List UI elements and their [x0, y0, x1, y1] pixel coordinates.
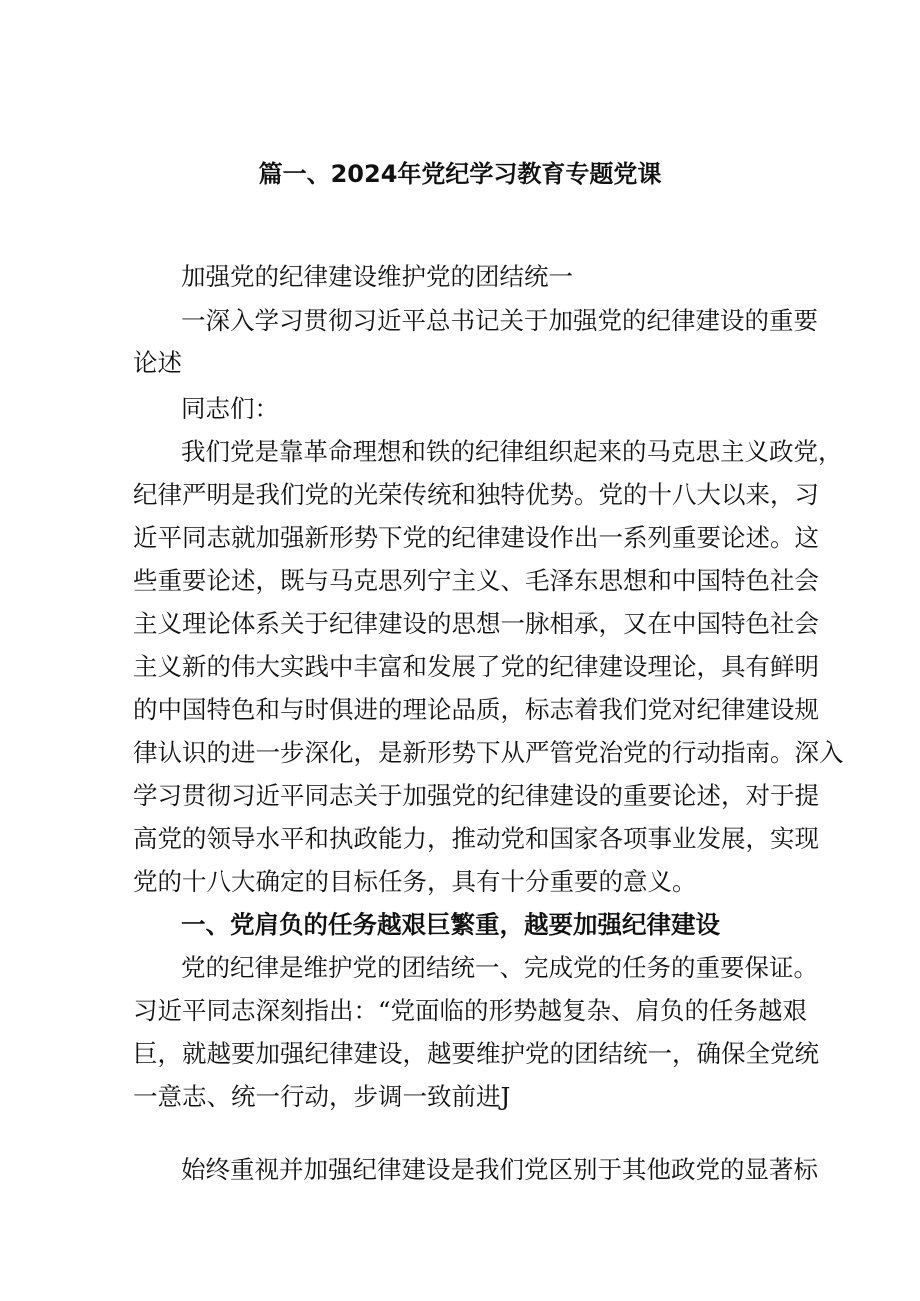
paragraph-line: 始终重视并加强纪律建设是我们党区别于其他政党的显著标 [181, 1155, 818, 1184]
paragraph-line: 我们党是靠革命理想和铁的纪律组织起来的马克思主义政党， [181, 437, 843, 466]
document-title: 篇一、2024年党纪学习教育专题党课 [258, 160, 662, 188]
paragraph-line: 纪律严明是我们党的光荣传统和独特优势。党的十八大以来，习 [133, 480, 819, 509]
section-heading: 一、党肩负的任务越艰巨繁重，越要加强纪律建设 [181, 910, 720, 939]
paragraph-line: 近平同志就加强新形势下党的纪律建设作出一系列重要论述。这 [133, 523, 819, 552]
paragraph-line: 巨，就越要加强纪律建设，越要维护党的团结统一，确保全党统 [133, 1039, 819, 1068]
subtitle-line: 论述 [133, 348, 182, 377]
paragraph-line: 一意志、统一行动，步调一致前进J [133, 1082, 511, 1111]
paragraph-line: 习近平同志深刻指出：“党面临的形势越复杂、肩负的任务越艰 [133, 996, 808, 1025]
salutation: 同志们： [181, 394, 279, 423]
paragraph-line: 些重要论述，既与马克思列宁主义、毛泽东思想和中国特色社会 [133, 566, 819, 595]
paragraph-line: 主义新的伟大实践中丰富和发展了党的纪律建设理论，具有鲜明 [133, 652, 819, 681]
paragraph-line: 党的十八大确定的目标任务，具有十分重要的意义。 [133, 867, 697, 896]
paragraph-line: 律认识的进一步深化，是新形势下从严管党治党的行动指南。深入 [133, 738, 844, 767]
paragraph-line: 的中国特色和与时俱进的理论品质，标志着我们党对纪律建设规 [133, 695, 819, 724]
paragraph-line: 主义理论体系关于纪律建设的思想一脉相承，又在中国特色社会 [133, 609, 819, 638]
paragraph-line: 党的纪律是维护党的团结统一、完成党的任务的重要保证。 [181, 953, 818, 982]
paragraph-line: 学习贯彻习近平同志关于加强党的纪律建设的重要论述，对于提 [133, 781, 819, 810]
paragraph-line: 高党的领导水平和执政能力，推动党和国家各项事业发展，实现 [133, 824, 819, 853]
subtitle-line: 一深入学习贯彻习近平总书记关于加强党的纪律建设的重要 [181, 306, 818, 335]
subtitle-line: 加强党的纪律建设维护党的团结统一 [181, 262, 573, 291]
